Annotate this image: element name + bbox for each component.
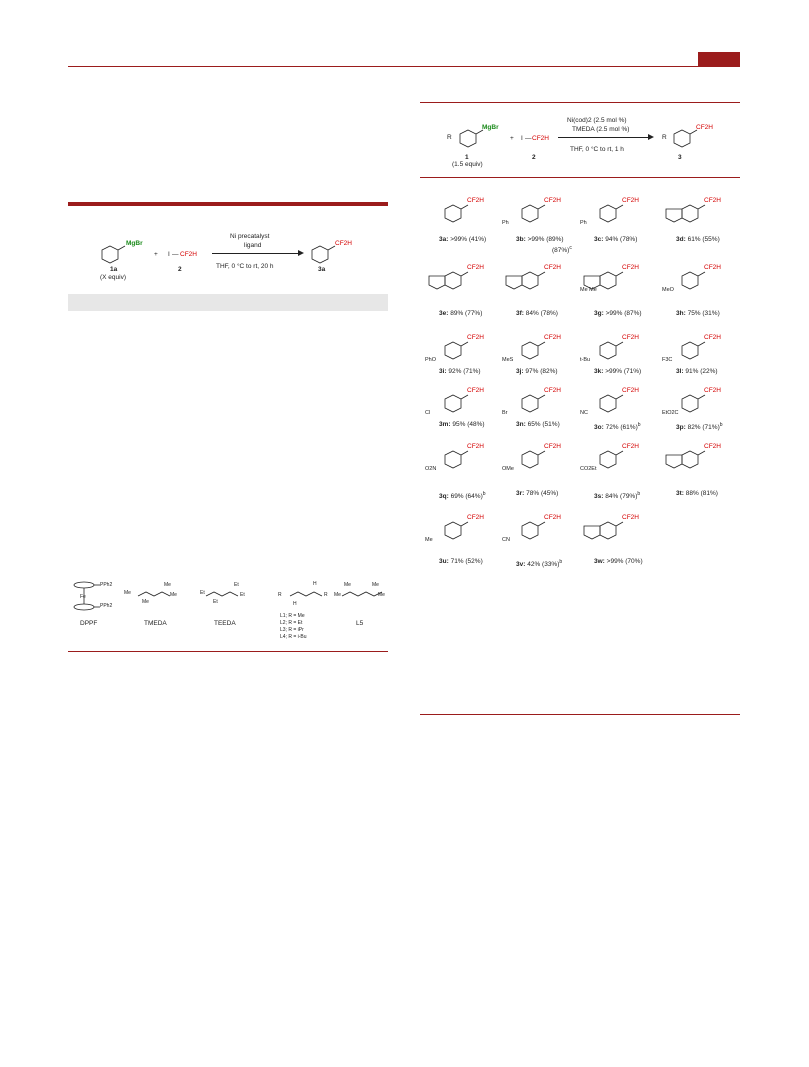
product-3j-substituent: MeS — [502, 357, 514, 363]
product-3h-structure — [680, 270, 712, 298]
iodo-label: I — [168, 251, 170, 258]
product-id: 3u — [439, 558, 447, 565]
product-3d-label: 3d: 61% (55%) — [676, 236, 720, 243]
product-3u-substituent: Me — [425, 537, 433, 543]
l3-def: L3; R = iPr — [280, 627, 304, 633]
product-3g-label: 3g: >99% (87%) — [594, 310, 642, 317]
cf2h-reagent: CF2H — [180, 251, 197, 258]
product-3p-label: 3p: 82% $(71\%)^b$ — [676, 422, 723, 431]
product-id: 3i — [439, 368, 445, 375]
product-yield: 95% (48%) — [452, 421, 485, 428]
product-3h-cf2h: CF2H — [704, 264, 721, 271]
product-3r-cf2h: CF2H — [544, 443, 561, 450]
product-3n-structure — [520, 393, 552, 421]
product-id: 3q — [439, 493, 447, 500]
scheme-label-2: 2 — [532, 154, 536, 161]
fe-label: Fe — [80, 594, 86, 600]
l-r-right: R — [324, 592, 328, 598]
product-3v-cf2h: CF2H — [544, 514, 561, 521]
header-rule — [68, 66, 740, 67]
scheme-bottom-rule — [420, 714, 740, 715]
product-3u-structure — [443, 520, 475, 548]
product-3l-cf2h: CF2H — [704, 334, 721, 341]
product-3i-structure — [443, 340, 475, 368]
scheme-arrowhead — [648, 134, 654, 140]
product-id: 3t — [676, 490, 682, 497]
product-3t-label: 3t: 88% (81%) — [676, 490, 718, 497]
product-id: 3a — [439, 236, 447, 243]
product-yield: 92% (71%) — [448, 368, 481, 375]
scheme-mgbr: MgBr — [482, 124, 499, 131]
product-3j-structure — [520, 340, 552, 368]
product-id: 3j — [516, 368, 522, 375]
product-3p-cf2h: CF2H — [704, 387, 721, 394]
scheme-cond-solvent: THF, 0 °C to rt, 1 h — [570, 146, 624, 153]
l2-def: L2; R = Et — [280, 620, 303, 626]
pph2-top: PPh2 — [100, 582, 113, 588]
l-h-left: H — [293, 601, 297, 607]
product-id: 3w — [594, 558, 603, 565]
product-3n-label: 3n: 65% (51%) — [516, 421, 560, 428]
scheme-label-3: 3 — [678, 154, 682, 161]
product-3o-cf2h: CF2H — [622, 387, 639, 394]
product-3q-substituent: O2N — [425, 466, 437, 472]
conditions-catalyst: Ni precatalyst — [230, 233, 270, 240]
product-3i-label: 3i: 92% (71%) — [439, 368, 481, 375]
product-3m-cf2h: CF2H — [467, 387, 484, 394]
product-3a-cf2h: CF2H — [467, 197, 484, 204]
product-3f-cf2h: CF2H — [544, 264, 561, 271]
product-3l-structure — [680, 340, 712, 368]
product-3o-label: 3o: 72% $(61\%)^b$ — [594, 422, 641, 431]
product-3o-substituent: NC — [580, 410, 588, 416]
product-3s-label: 3s: 84% $(79\%)^b$ — [594, 491, 641, 500]
product-yield: 42% (33%) — [527, 561, 560, 568]
scheme-iodo: I — [521, 135, 523, 142]
product-3q-label: 3q: 69% $(64\%)^b$ — [439, 491, 486, 500]
product-yield: 61% (55%) — [687, 236, 720, 243]
product-yield: 72% (61%) — [605, 424, 638, 431]
product-3k-structure — [598, 340, 630, 368]
product-3m-substituent: Cl — [425, 410, 431, 416]
product-id: 3n — [516, 421, 524, 428]
product-id: 3s — [594, 493, 602, 500]
product-3b-yield2 — [552, 244, 572, 255]
yield2-footnote: c — [569, 245, 572, 251]
product-yield: 84% (78%) — [525, 310, 558, 317]
product-3r-substituent: OMe — [502, 466, 514, 472]
product-3q-cf2h: CF2H — [467, 443, 484, 450]
product-id: 3g — [594, 310, 602, 317]
product-3k-cf2h: CF2H — [622, 334, 639, 341]
product-3c-label: 3c: 94% (78%) — [594, 236, 638, 243]
tmeda-label: TMEDA — [144, 620, 167, 627]
teeda-et1: Et — [200, 590, 205, 596]
product-yield: >99% (87%) — [605, 310, 642, 317]
scheme-cond-catalyst: Ni(cod)2 (2.5 mol %) — [567, 117, 627, 124]
product-id: 3d — [676, 236, 684, 243]
product-3q-structure — [443, 449, 475, 477]
reaction-arrowhead — [298, 250, 304, 256]
l5-me4: Me — [378, 592, 385, 598]
product-yield: 75% (31%) — [687, 310, 720, 317]
product-yield: >99% (89%) — [527, 236, 564, 243]
product-yield: 89% (77%) — [450, 310, 483, 317]
label-2: 2 — [178, 266, 182, 273]
product-yield: 69% (64%) — [450, 493, 483, 500]
scheme-product-cf2h: CF2H — [696, 124, 713, 131]
product-3r-structure — [520, 449, 552, 477]
product-3d-cf2h: CF2H — [704, 197, 721, 204]
product-3d-structure — [680, 203, 712, 231]
journal-header-badge — [698, 52, 740, 66]
scheme-r-group: R — [447, 134, 452, 141]
tmeda-me3: Me — [164, 582, 171, 588]
product-3e-structure — [443, 270, 475, 298]
product-3p-substituent: EtO2C — [662, 410, 679, 416]
product-id: 3h — [676, 310, 684, 317]
product-3j-cf2h: CF2H — [544, 334, 561, 341]
scheme-equiv: (1.5 equiv) — [452, 161, 483, 168]
product-3g-cf2h: CF2H — [622, 264, 639, 271]
conditions-solvent: THF, 0 °C to rt, 20 h — [216, 263, 274, 270]
product-3t-structure — [680, 449, 712, 477]
product-3p-structure — [680, 393, 712, 421]
product-3i-cf2h: CF2H — [467, 334, 484, 341]
mgbr-label: MgBr — [126, 240, 143, 247]
reaction-arrow — [212, 253, 300, 254]
table-bottom-rule — [68, 651, 388, 652]
product-3c-structure — [598, 203, 630, 231]
product-3u-label: 3u: 71% (52%) — [439, 558, 483, 565]
l4-def: L4; R = i-Bu — [280, 634, 307, 640]
product-3b-label: 3b: >99% (89%) — [516, 236, 564, 243]
product-3s-structure — [598, 449, 630, 477]
product-yield: 97% (82%) — [525, 368, 558, 375]
product-3h-substituent: MeO — [662, 287, 674, 293]
product-id: 3m — [439, 421, 449, 428]
product-3c-cf2h: CF2H — [622, 197, 639, 204]
product-3k-label: 3k: >99% (71%) — [594, 368, 642, 375]
yield-footnote: b — [719, 422, 723, 428]
plus-sign: + — [154, 251, 158, 258]
product-id: 3o — [594, 424, 602, 431]
product-id: 3c — [594, 236, 602, 243]
product-3b-substituent: Ph — [502, 220, 509, 226]
product-3t-cf2h: CF2H — [704, 443, 721, 450]
scheme-product-r: R — [662, 134, 667, 141]
product-id: 3f — [516, 310, 522, 317]
teeda-et3: Et — [234, 582, 239, 588]
scheme-label-1: 1 — [465, 154, 469, 161]
product-3s-substituent: CO2Et — [580, 466, 597, 472]
product-3v-label: 3v: 42% $(33\%)^b$ — [516, 559, 563, 568]
aryl-grignard-structure — [458, 128, 488, 156]
product-yield2-value: (87%) — [552, 247, 570, 254]
label-x-equiv: (X equiv) — [100, 274, 127, 281]
product-3v-substituent: CN — [502, 537, 510, 543]
l5-me1: Me — [334, 592, 341, 598]
table-header-bar — [68, 294, 388, 311]
product-3b-structure — [520, 203, 552, 231]
scheme-cond-ligand: TMEDA (2.5 mol %) — [572, 126, 630, 133]
l5-label: L5 — [356, 620, 364, 627]
product-3f-structure — [520, 270, 552, 298]
product-id: 3l — [676, 368, 682, 375]
l5-me2: Me — [344, 582, 351, 588]
product-3m-label: 3m: 95% (48%) — [439, 421, 485, 428]
scheme-arrow — [558, 137, 650, 138]
product-3v-structure — [520, 520, 552, 548]
product-yield: 84% (79%) — [605, 493, 638, 500]
product-3w-label: 3w: >99% (70%) — [594, 558, 643, 565]
product-3r-label: 3r: 78% (45%) — [516, 490, 559, 497]
yield-footnote: b — [637, 491, 641, 497]
product-3b-cf2h: CF2H — [544, 197, 561, 204]
scheme-top-rule — [420, 102, 740, 103]
scheme-cf2h-reagent: CF2H — [532, 135, 549, 142]
label-1a: 1a — [110, 266, 118, 273]
product-3u-cf2h: CF2H — [467, 514, 484, 521]
product-3o-structure — [598, 393, 630, 421]
product-yield: 78% (45%) — [526, 490, 559, 497]
teeda-label: TEEDA — [214, 620, 236, 627]
conditions-ligand: ligand — [244, 242, 262, 249]
product-yield: 88% (81%) — [685, 490, 718, 497]
label-3a: 3a — [318, 266, 326, 273]
product-3s-cf2h: CF2H — [622, 443, 639, 450]
l1-def: L1; R = Me — [280, 613, 305, 619]
teeda-et4: Et — [240, 592, 245, 598]
product-3w-cf2h: CF2H — [622, 514, 639, 521]
tmeda-me2: Me — [142, 599, 149, 605]
yield-footnote: b — [637, 422, 641, 428]
product-3h-label: 3h: 75% (31%) — [676, 310, 720, 317]
product-3n-substituent: Br — [502, 410, 508, 416]
product-3l-substituent: F3C — [662, 357, 673, 363]
product-id: 3r — [516, 490, 523, 497]
product-3k-substituent: t-Bu — [580, 357, 591, 363]
product-yield: 71% (52%) — [450, 558, 483, 565]
product-yield: 91% (22%) — [685, 368, 718, 375]
product-id: 3e — [439, 310, 447, 317]
product-id: 3p — [676, 424, 684, 431]
product-3g-substituent: Me Me — [580, 287, 597, 293]
product-3-structure — [672, 128, 702, 156]
product-3a-label: 3a: >99% (41%) — [439, 236, 487, 243]
product-3f-label: 3f: 84% (78%) — [516, 310, 558, 317]
product-3i-substituent: PhO — [425, 357, 437, 363]
scheme-plus: + — [510, 135, 514, 142]
product-yield: 65% (51%) — [527, 421, 560, 428]
product-3c-substituent: Ph — [580, 220, 587, 226]
product-3e-cf2h: CF2H — [467, 264, 484, 271]
product-3m-structure — [443, 393, 475, 421]
yield-footnote: b — [482, 491, 486, 497]
yield-footnote: b — [559, 559, 563, 565]
l-r-left: R — [278, 592, 282, 598]
product-yield: >99% (71%) — [605, 368, 642, 375]
product-3g-structure — [598, 270, 630, 298]
product-3n-cf2h: CF2H — [544, 387, 561, 394]
l-h-right: H — [313, 581, 317, 587]
product-yield: 82% (71%) — [687, 424, 720, 431]
scheme-separator — [420, 177, 740, 178]
product-yield: >99% (41%) — [450, 236, 487, 243]
l5-me3: Me — [372, 582, 379, 588]
table-top-rule — [68, 202, 388, 206]
product-yield: >99% (70%) — [606, 558, 643, 565]
tmeda-me4: Me — [170, 592, 177, 598]
product-3e-label: 3e: 89% (77%) — [439, 310, 483, 317]
product-3w-structure — [598, 520, 630, 548]
product-3j-label: 3j: 97% (82%) — [516, 368, 558, 375]
product-id: 3k — [594, 368, 602, 375]
product-3a-structure — [443, 203, 475, 231]
product-3l-label: 3l: 91% (22%) — [676, 368, 718, 375]
product-cf2h: CF2H — [335, 240, 352, 247]
dppf-label: DPPF — [80, 620, 98, 627]
product-id: 3b — [516, 236, 524, 243]
product-id: 3v — [516, 561, 524, 568]
product-yield: 94% (78%) — [605, 236, 638, 243]
tmeda-me1: Me — [124, 590, 131, 596]
pph2-bottom: PPh2 — [100, 603, 113, 609]
teeda-et2: Et — [213, 599, 218, 605]
